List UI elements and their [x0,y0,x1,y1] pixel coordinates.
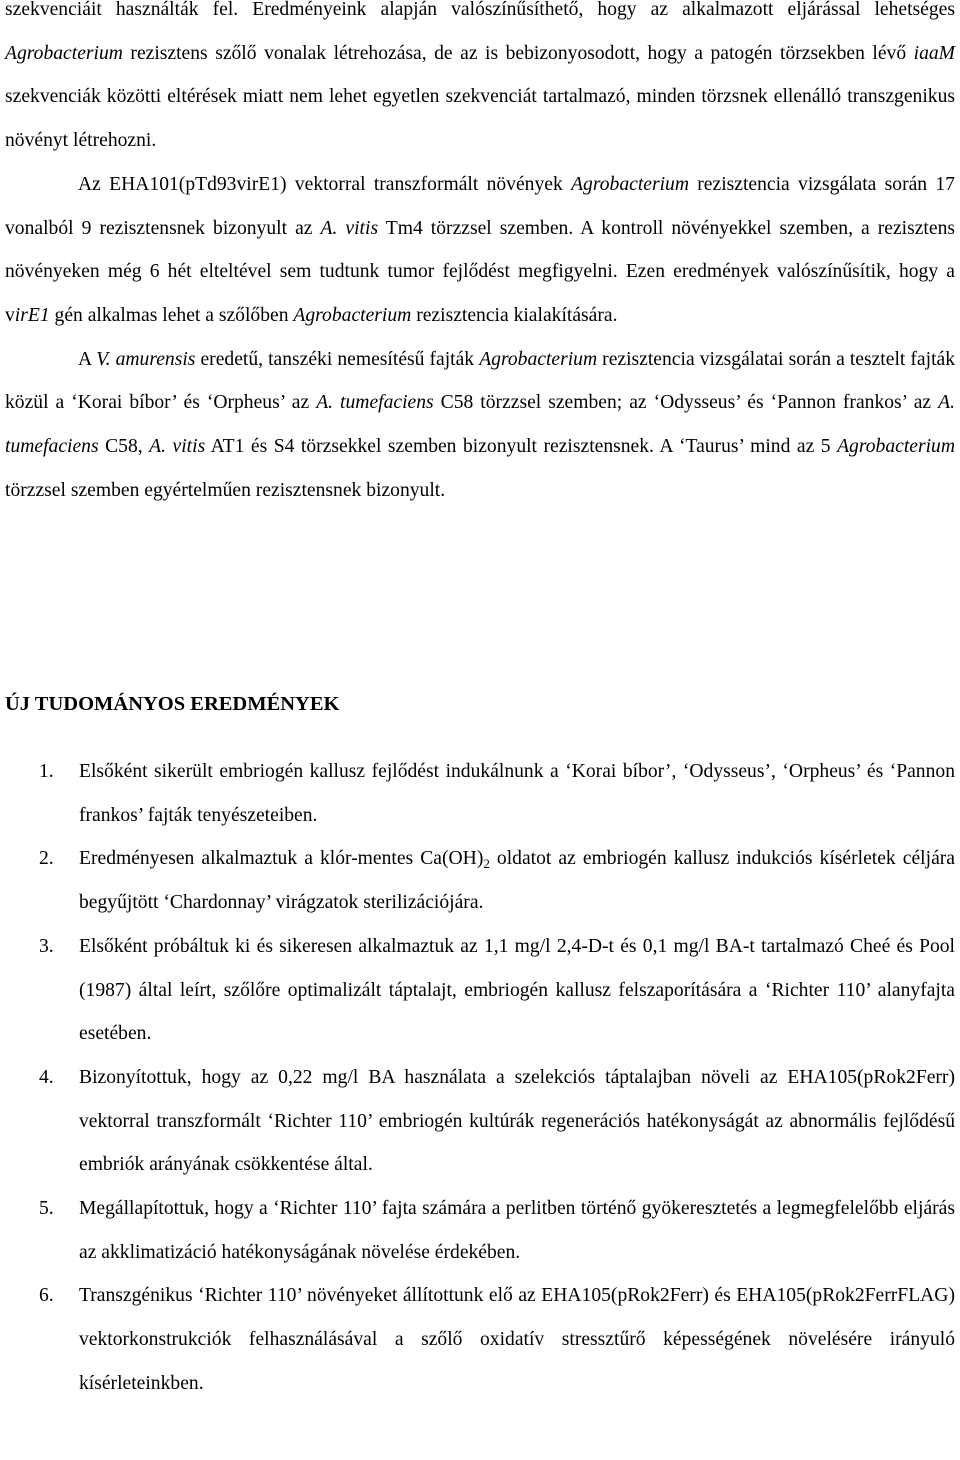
text-run: Transzgénikus ‘Richter 110’ növényeket állítottunk elő az EHA105(pRok2Ferr) és EHA105(pRok2FerrFLAG) vektorkonstrukciók felhasználásával a szőlő oxidatív stressztűrő képességének növelésére irányuló kísérleteinkben. [79,1285,955,1394]
list-item-text [79,848,955,913]
list-item-text [79,1285,955,1393]
italic-text: Agrobacterium [479,348,598,370]
document-page [5,0,955,512]
list-item [0,1274,955,1405]
list-item [0,925,955,1056]
text-run: rezisztencia vizsgálata során 17 vonalból 9 rezisztensnek bizonyult az [5,173,955,239]
italic-text: Agrobacterium [837,436,955,458]
text-run: C58, [98,436,150,458]
text-run: Tm4 törzzsel szemben. A kontroll növényekkel szemben, a rezisztens növényeken még 6 hét elteltével sem tudtunk tumor fejlődést megfigyelni. Ezen eredmények valószínűsítik, hogy a v [5,217,955,326]
italic-text: A. tumefaciens [5,392,955,458]
list-item-number: 2. [39,848,54,870]
italic-text: A. vitis [149,436,206,458]
paragraph [5,338,955,513]
text-run: Bizonyítottuk, hogy az 0,22 mg/l BA használata a szelekciós táptalajban növeli az EHA105(pRok2Ferr) vektorral transzformált ‘Richter 110’ embriogén kultúrák regenerációs hatékonyságát az abnormális fejlődésű embriók arányának csökkentése által. [79,1066,955,1176]
list-item [0,837,955,924]
text-run: Megállapítottuk, hogy a ‘Richter 110’ fajta számára a perlitben történő gyökeresztetés a legmegfelelőbb eljárás az akklimatizáció hatékonyságának növelése érdekében. [79,1198,955,1263]
italic-text: Agrobacterium [5,42,123,64]
list-item-text [79,936,955,1044]
list-item-number: 5. [39,1198,54,1220]
text-run: C58 törzzsel szemben; az ‘Odysseus’ és ‘Pannon frankos’ az [433,392,939,414]
list-item [0,750,955,837]
text-run: törzzsel szemben egyértelműen rezisztensnek bizonyult. [5,479,446,501]
italic-text: iaaM [913,42,955,64]
list-item [0,1187,955,1274]
list-item-text [79,1067,955,1175]
text-run: rezisztens szőlő vonalak létrehozása, de az is bebizonyosodott, hogy a patogén törzsekben lévő [122,42,914,64]
list-item-text [79,761,955,826]
text-run: Eredményesen alkalmaztuk a klór-mentes Ca(OH) [79,848,484,870]
text-run: Az EHA101(pTd93virE1) vektorral transzformált növények [78,173,572,195]
list-item-number: 6. [39,1285,54,1307]
text-run: eredetű, tanszéki nemesítésű fajták [195,348,480,370]
italic-text: Agrobacterium [293,304,412,326]
list-item-number: 4. [39,1066,54,1088]
section-heading: ÚJ TUDOMÁNYOS EREDMÉNYEK [5,693,340,715]
text-run: szekvenciák közötti eltérések miatt nem lehet egyetlen szekvenciát tartalmazó, minden törzsnek ellenálló transzgenikus növényt létrehozni. [5,86,955,152]
italic-text: V. amurensis [96,348,196,370]
list-item [0,1056,955,1187]
list-item-number: 1. [39,761,54,782]
text-run: szekvenciáit használták fel. Eredményeink alapján valószínűsíthető, hogy az alkalmazott eljárással lehetséges [5,0,955,20]
results-list [0,750,955,1406]
text-run: gén alkalmas lehet a szőlőben [49,304,294,326]
text-run: Elsőként sikerült embriogén kallusz fejlődést indukálnunk a ‘Korai bíbor’, ‘Odysseus’, ‘Orpheus’ és ‘Pannon frankos’ fajták tenyészeteiben. [79,761,955,826]
italic-text: A. vitis [320,217,379,239]
text-run: AT1 és S4 törzsekkel szemben bizonyult rezisztensnek. A ‘Taurus’ mind az 5 [205,436,838,458]
text-run: rezisztencia kialakítására. [411,304,618,326]
text-run: oldatot az embriogén kallusz indukciós kísérletek céljára begyűjtött ‘Chardonnay’ virágzatok sterilizációjára. [79,848,955,914]
text-run: A [78,348,97,370]
paragraph [5,0,955,163]
italic-text: irE1 [14,304,50,326]
italic-text: Agrobacterium [571,173,689,195]
text-run: Elsőként próbáltuk ki és sikeresen alkalmaztuk az 1,1 mg/l 2,4-D-t és 0,1 mg/l BA-t tartalmazó Cheé és Pool (1987) által leírt, szőlőre optimalizált táptalajt, embriogén kallusz felszaporítására a ‘Richter 110’ alanyfajta esetében. [79,935,955,1045]
paragraph [5,163,955,338]
text-run: rezisztencia vizsgálatai során a tesztelt fajták közül a ‘Korai bíbor’ és ‘Orpheus’ az [5,348,956,414]
italic-text: A. tumefaciens [316,392,434,414]
list-item-text [79,1198,955,1263]
list-item-number: 3. [39,935,54,957]
subscript-text: 2 [483,856,490,872]
